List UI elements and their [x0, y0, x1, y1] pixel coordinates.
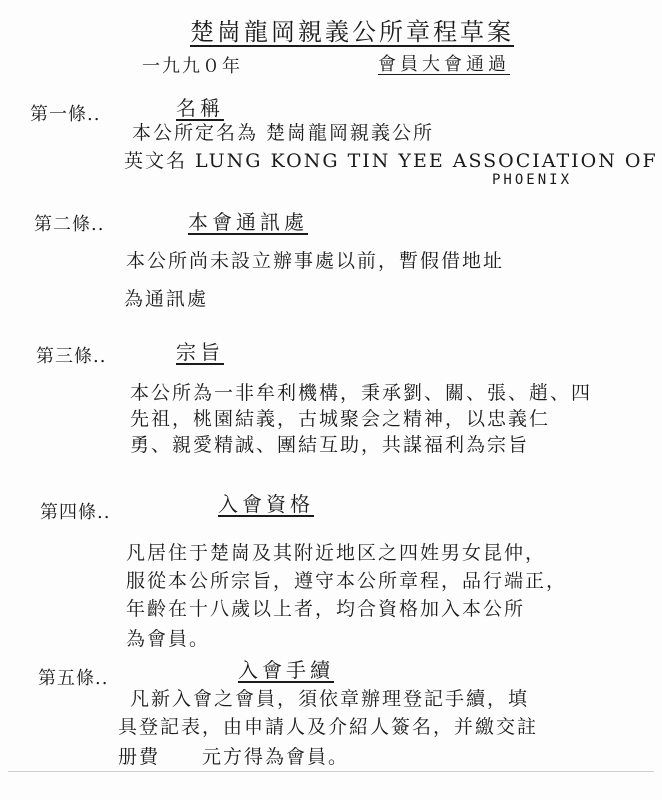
article-1-line-3: PHOENIX — [492, 172, 573, 188]
article-1-line-2: 英文名 LUNG KONG TIN YEE ASSOCIATION OF — [124, 150, 658, 172]
article-2-label: 第二條.. — [34, 214, 105, 235]
article-4-line-3: 年齡在十八歲以上者，均合資格加入本公所 — [126, 598, 526, 620]
passed-by-note: 會員大會通過 — [378, 54, 510, 75]
article-5-line-3: 册費 元方得為會員。 — [118, 746, 350, 768]
article-3-line-3: 勇、親愛精誠、團結互助，共謀福利為宗旨 — [130, 434, 530, 456]
article-4-label: 第四條.. — [40, 502, 111, 523]
article-3-label: 第三條.. — [36, 346, 107, 367]
article-5-line-2: 具登記表，由申請人及介紹人簽名，并繳交註 — [118, 716, 539, 738]
article-5-line-1: 凡新入會之會員，須依章辦理登記手續，填 — [130, 688, 530, 710]
article-4-line-1: 凡居住于楚崗及其附近地区之四姓男女昆仲， — [126, 542, 547, 564]
article-2-title: 本會通訊處 — [188, 210, 308, 234]
article-2-line-1: 本公所尚未設立辦事處以前，暫假借地址 — [126, 250, 505, 272]
article-3-line-1: 本公所為一非牟利機構，秉承劉、關、張、趙、四 — [130, 382, 593, 404]
document-title: 楚崗龍岡親義公所章程草案 — [190, 18, 514, 46]
article-4-title: 入會資格 — [218, 492, 314, 516]
article-1-title: 名稱 — [176, 96, 224, 120]
article-4-line-4: 為會員。 — [126, 628, 211, 650]
article-2-line-2: 為通訊處 — [124, 288, 209, 310]
article-1-line-1: 本公所定名為 楚崗龍岡親義公所 — [132, 122, 435, 144]
article-5-title: 入會手續 — [238, 658, 334, 682]
article-4-line-2: 服從本公所宗旨，遵守本公所章程，品行端正， — [126, 570, 568, 592]
article-3-title: 宗旨 — [176, 340, 224, 364]
article-3-line-2: 先祖，桃園結義，古城聚会之精神，以忠義仁 — [130, 408, 551, 430]
article-5-label: 第五條.. — [38, 668, 109, 689]
article-1-label: 第一條.. — [30, 104, 101, 125]
document-year: 一九九０年 — [142, 56, 242, 77]
